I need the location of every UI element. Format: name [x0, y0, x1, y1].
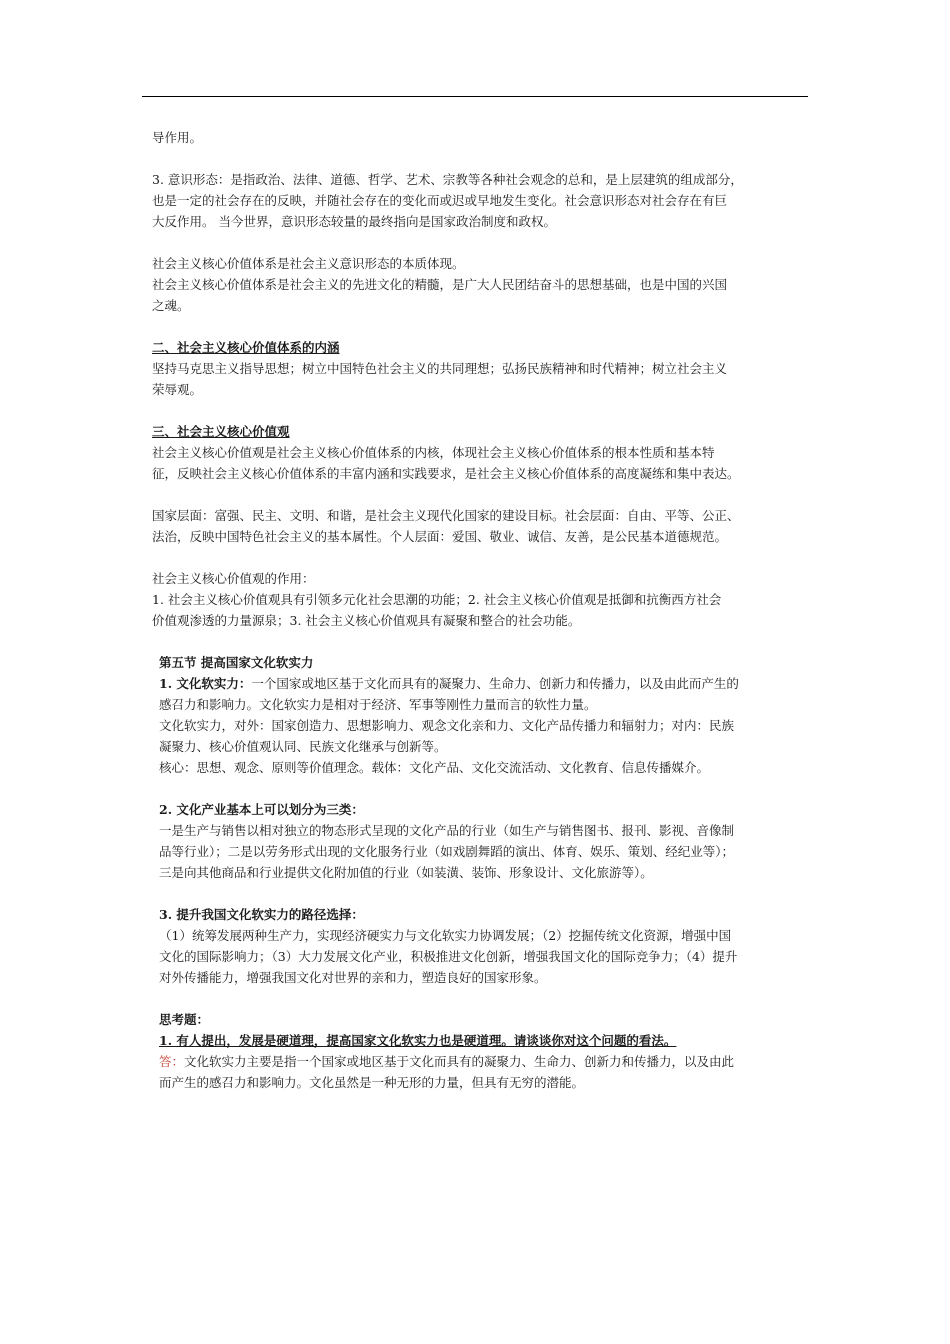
- answer-text: 文化软实力主要是指一个国家或地区基于文化而具有的凝聚力、生命力、创新力和传播力，以及由此: [184, 1054, 735, 1069]
- ideology-line: 大反作用。 当今世界，意识形态较量的最终指向是国家政治制度和政权。: [152, 214, 556, 229]
- soft-power-line: 核心：思想、观念、原则等价值理念。载体：文化产品、文化交流活动、文化教育、信息传播媒介。: [159, 760, 710, 775]
- ideology-line: 也是一定的社会存在的反映，并随社会存在的变化而或迟或早地发生变化。社会意识形态对社会存在有巨: [152, 193, 728, 208]
- role-title: 社会主义核心价值观的作用：: [152, 571, 315, 586]
- levels-line: 国家层面：富强、民主、文明、和谐，是社会主义现代化国家的建设目标。社会层面：自由、平等、公正、: [152, 508, 740, 523]
- soft-power-text: 一个国家或地区基于文化而具有的凝聚力、生命力、创新力和传播力，以及由此而产生的: [251, 676, 739, 691]
- document-body: [152, 127, 800, 1093]
- levels-line: 法治，反映中国特色社会主义的基本属性。个人层面：爱国、敬业、诚信、友善，是公民基本道德规范。: [152, 529, 728, 544]
- role-line: 价值观渗透的力量源泉；3. 社会主义核心价值观具有凝聚和整合的社会功能。: [152, 613, 581, 628]
- question-1: 1. 有人提出，发展是硬道理，提高国家文化软实力也是硬道理。请谈谈你对这个问题的看法。: [159, 1033, 677, 1048]
- header-rule: [142, 96, 808, 97]
- ideology-line: 3. 意识形态：是指政治、法律、道德、哲学、艺术、宗教等各种社会观念的总和，是上层建筑的组成部分，: [152, 172, 743, 187]
- section-2-line: 荣辱观。: [152, 382, 203, 397]
- soft-power-line: 感召力和影响力。文化软实力是相对于经济、军事等刚性力量而言的软性力量。: [159, 697, 597, 712]
- soft-power-line: 凝聚力、核心价值观认同、民族文化继承与创新等。: [159, 739, 447, 754]
- path-heading: 3. 提升我国文化软实力的路径选择：: [159, 907, 364, 922]
- answer-line-2: 而产生的感召力和影响力。文化虽然是一种无形的力量，但具有无穷的潜能。: [159, 1075, 585, 1090]
- answer-label: 答：: [159, 1054, 185, 1069]
- section-3: [152, 421, 800, 631]
- section-3-line: 社会主义核心价值观是社会主义核心价值体系的内核，体现社会主义核心价值体系的根本性质和基本特: [152, 445, 715, 460]
- path-line: 文化的国际影响力；（3）大力发展文化产业，积极推进文化创新，增强我国文化的国际竞争力；（4）提升: [159, 949, 738, 964]
- intro-tail: 导作用。: [152, 130, 203, 145]
- answer-line: [159, 1051, 800, 1072]
- industry-line: 一是生产与销售以相对独立的物态形式呈现的文化产品的行业（如生产与销售图书、报刊、影视、音像制: [159, 823, 735, 838]
- soft-power-term: 1. 文化软实力：: [159, 676, 252, 691]
- core-system-line: 之魂。: [152, 298, 190, 313]
- questions-heading: 思考题：: [159, 1012, 210, 1027]
- section-3-heading: 三、社会主义核心价值观: [152, 424, 290, 439]
- soft-power-line: 文化软实力，对外：国家创造力、思想影响力、观念文化亲和力、文化产品传播力和辐射力；对内：民族: [159, 718, 735, 733]
- core-system-line: 社会主义核心价值体系是社会主义意识形态的本质体现。: [152, 256, 465, 271]
- ideology-paragraph: [152, 169, 800, 232]
- section-2-heading: 二、社会主义核心价值体系的内涵: [152, 340, 340, 355]
- industry-line: 品等行业）；二是以劳务形式出现的文化服务行业（如戏剧舞蹈的演出、体育、娱乐、策划、经纪业等）；: [159, 844, 735, 859]
- role-line: 1. 社会主义核心价值观具有引领多元化社会思潮的功能；2. 社会主义核心价值观是抵御和抗衡西方社会: [152, 592, 722, 607]
- section-3-line: 征，反映社会主义核心价值体系的丰富内涵和实践要求，是社会主义核心价值体系的高度凝练和集中表达。: [152, 466, 740, 481]
- section-5: [152, 652, 800, 1093]
- path-line: 对外传播能力，增强我国文化对世界的亲和力，塑造良好的国家形象。: [159, 970, 547, 985]
- path-line: （1）统筹发展两种生产力，实现经济硬实力与文化软实力协调发展；（2）挖掘传统文化资源，增强中国: [159, 928, 732, 943]
- core-system-line: 社会主义核心价值体系是社会主义的先进文化的精髓，是广大人民团结奋斗的思想基础，也是中国的兴国: [152, 277, 728, 292]
- section-5-heading: 第五节 提高国家文化软实力: [159, 655, 314, 670]
- industry-line: 三是向其他商品和行业提供文化附加值的行业（如装潢、装饰、形象设计、文化旅游等）。: [159, 865, 653, 880]
- section-2-line: 坚持马克思主义指导思想；树立中国特色社会主义的共同理想；弘扬民族精神和时代精神；树立社会主义: [152, 361, 728, 376]
- soft-power-definition: [159, 673, 800, 694]
- industry-heading: 2. 文化产业基本上可以划分为三类：: [159, 802, 364, 817]
- core-system-paragraph: [152, 253, 800, 316]
- section-2: [152, 337, 800, 400]
